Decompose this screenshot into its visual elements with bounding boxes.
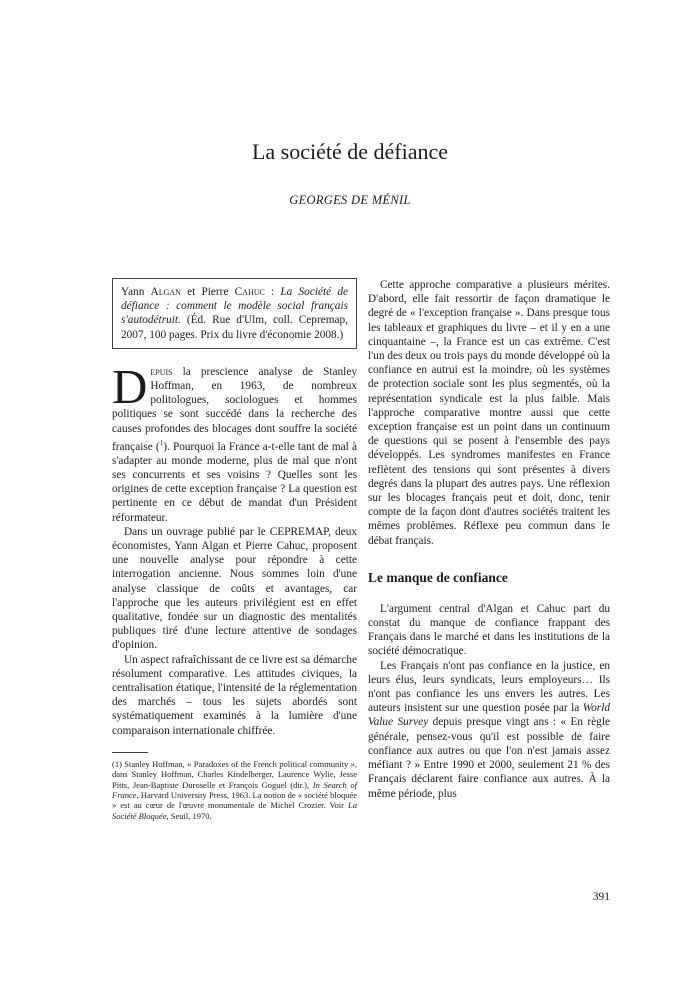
footnote-text: , Harvard University Press, 1963. La notion de « société bloquée » est au cœur de l'œuvre monumentale de Michel Crozier. Voir <box>112 790 357 811</box>
footnote <box>112 759 357 821</box>
book-authors-separator: : <box>264 286 281 298</box>
book-reference <box>121 285 348 342</box>
left-column <box>112 278 357 821</box>
paragraph-5: L'argument central d'Algan et Cahuc part du constat du manque de confiance frappant des Français dans le marché et dans les institutions de la société démocratique. <box>368 602 610 658</box>
author2-lastname: Cahuc <box>234 286 265 298</box>
section-heading: Le manque de confiance <box>368 569 508 585</box>
right-column <box>368 278 610 801</box>
drop-cap: D <box>112 358 148 414</box>
book-publication: (Éd. Rue d'Ulm, coll. Cepremap, 2007, 100 pages. Prix du livre d'économie 2008.) <box>121 314 348 341</box>
page-number: 391 <box>592 891 610 903</box>
paragraph-6-text-2: depuis presque vingt ans : « En règle générale, pensez-vous qu'il est possible de faire confiance aux autres ou que l'on n'est jamais assez méfiant ? » Entre 1990 et 2000, seulement 21 % des Français déclarent faire confiance aux autres. À la même période, plus <box>368 716 610 800</box>
author1-lastname: Algan <box>150 286 181 298</box>
paragraph-3: Un aspect rafraîchissant de ce livre est sa démarche résolument comparative. Les attitudes civiques, la centralisation étatique, l'intensité de la réglementation des marchés – tous les sujets abordés sont systématiquement examinés à la lumière d'une comparaison internationale chiffrée. <box>112 653 357 737</box>
survey-name: World Value Survey <box>368 702 610 729</box>
paragraph-4: Cette approche comparative a plusieurs mérites. D'abord, elle fait ressortir de façon dramatique le degré de « l'exception française ». Dans presque tous les tableaux et graphiques du livre – et il y en a une cinquantaine –, la France est un cas extrême. C'est l'un des deux ou trois pays du monde développé où la confiance en autrui est la moindre, où les systèmes de protection sociale sont les plus segmentés, où la représentation syndicale est la plus faible. Mais l'approche comparative montre aussi que cette exception française est un point dans un continuum de questions qui se posent à l'ensemble des pays développés. Les syndromes manifestes en France reflètent des tensions qui sont présentes à divers degrés dans la plupart des autres pays. Une réflexion sur les blocages français peut et doit, donc, tenir compte de la façon dont d'autres sociétés traitent les mêmes problèmes. Réflexe peu commun dans le débat français. <box>368 279 610 547</box>
paragraph-intro-text: la prescience analyse de Stanley Hoffman, en 1963, de nombreux politologues, sociologues et hommes politiques se sont succédé dans la recherche des causes profondes des blocages dont souffre la société française ( <box>112 365 357 453</box>
footnote-text: (1) Stanley Hoffman, « Paradoxes of the French political community », dans Stanley Hoffman, Charles Kindelberger, Laurence Wylie, Jesse Pitts, Jean-Baptiste Duroselle et François Goguel (dir.), <box>112 758 357 790</box>
article-author: GEORGES DE MÉNIL <box>289 193 411 207</box>
footnote-book-2: La Société Bloquée <box>112 800 357 821</box>
article-title: La société de défiance <box>251 139 449 164</box>
book-reference-box <box>112 278 357 349</box>
paragraph-intro-text-2: ). Pourquoi la France a-t-elle tant de mal à s'adapter au monde moderne, plus de mal que n'ont ses concurrents et ses voisins ? Quelles sont les origines de cette exception française ? La question est pertinente en ce début de mandat d'un Président réformateur. <box>112 440 357 524</box>
paragraph-2: Dans un ouvrage publié par le CEPREMAP, deux économistes, Yann Algan et Pierre Cahuc, proposent une nouvelle analyse pour répondre à cette interrogation ancienne. Nous sommes loin d'une analyse classique de coûts et avantages, car l'approche que les auteurs privilégient est en effet qualitative, fondée sur un diagnostic des mentalités publiques tiré d'une lecture attentive de sondages d'opinion. <box>112 525 357 652</box>
first-word-rest: epuis <box>150 365 173 378</box>
paragraph-6 <box>368 659 610 801</box>
book-authors-text: et Pierre <box>180 286 235 298</box>
book-authors-text: Yann <box>121 286 151 298</box>
footnote-text: , Seuil, 1970. <box>166 810 212 821</box>
footnote-book-1: In Search of France <box>112 779 357 801</box>
book-title: La Société de défiance : comment le modèle social français s'autodétruit. <box>121 286 348 327</box>
paragraph-6-text: Les Français n'ont pas confiance en la justice, en leurs élus, leurs syndicats, leurs employeurs… Ils n'ont pas confiance les uns envers les autres. Les auteurs insistent sur une question posée par la <box>368 659 610 715</box>
footnote-ref: 1 <box>159 438 164 447</box>
footnote-rule <box>112 752 148 753</box>
paragraph-intro <box>112 358 357 525</box>
